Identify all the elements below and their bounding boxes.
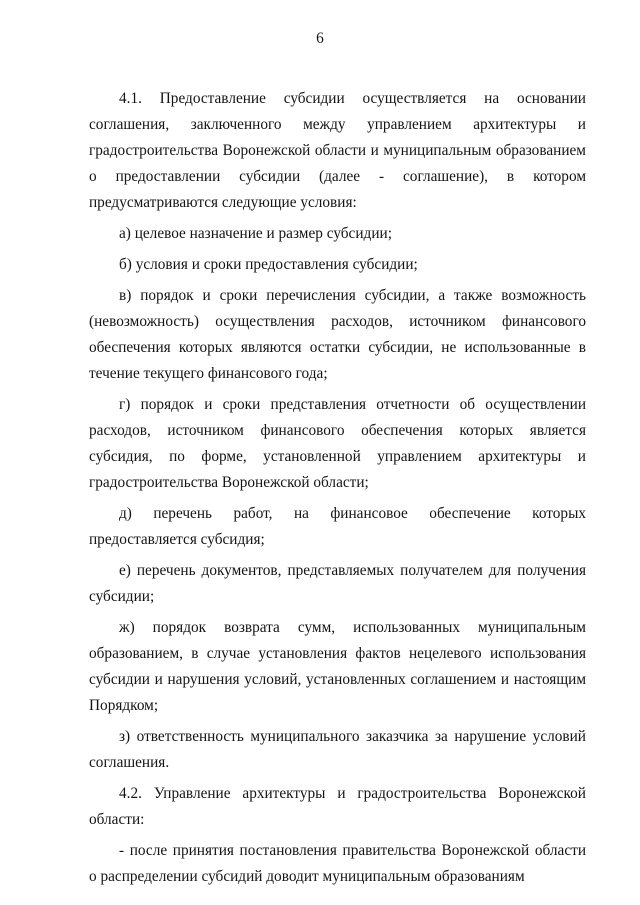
- list-item-b: б) условия и сроки предоставления субсидии;: [119, 256, 418, 273]
- document-body: [89, 86, 586, 890]
- list-item-v: в) порядок и сроки перечисления субсидии, а также возможность (невозможность) осуществления расходов, источником финансового обеспечения которых являются остатки субсидии, не использованные в течение текущего финансового года;: [89, 287, 586, 382]
- paragraph-4-1: 4.1. Предоставление субсидии осуществляется на основании соглашения, заключенного между управлением архитектуры и градостроительства Воронежской области и муниципальным образованием о предоставлении субсидии (далее - соглашение), в котором предусматриваются следующие условия:: [89, 90, 586, 211]
- paragraph-4-2: 4.2. Управление архитектуры и градостроительства Воронежской области:: [89, 785, 586, 828]
- page-number: 6: [316, 30, 324, 47]
- list-item-g: г) порядок и сроки представления отчетности об осуществлении расходов, источником финансового обеспечения которых является субсидия, по форме, установленной управлением архитектуры и градостроительства Воронежской области;: [89, 396, 586, 491]
- paragraph-4-2-bullet: - после принятия постановления правительства Воронежской области о распределении субсидий доводит муниципальным образованиям: [89, 842, 586, 885]
- list-item-d: д) перечень работ, на финансовое обеспечение которых предоставляется субсидия;: [89, 505, 586, 548]
- list-item-a: а) целевое назначение и размер субсидии;: [119, 225, 392, 242]
- list-item-zh: ж) порядок возврата сумм, использованных муниципальным образованием, в случае установления фактов нецелевого использования субсидии и нарушения условий, установленных соглашением и настоящим Порядком;: [89, 619, 586, 714]
- list-item-z: з) ответственность муниципального заказчика за нарушение условий соглашения.: [89, 728, 586, 771]
- list-item-e: е) перечень документов, представляемых получателем для получения субсидии;: [89, 562, 586, 605]
